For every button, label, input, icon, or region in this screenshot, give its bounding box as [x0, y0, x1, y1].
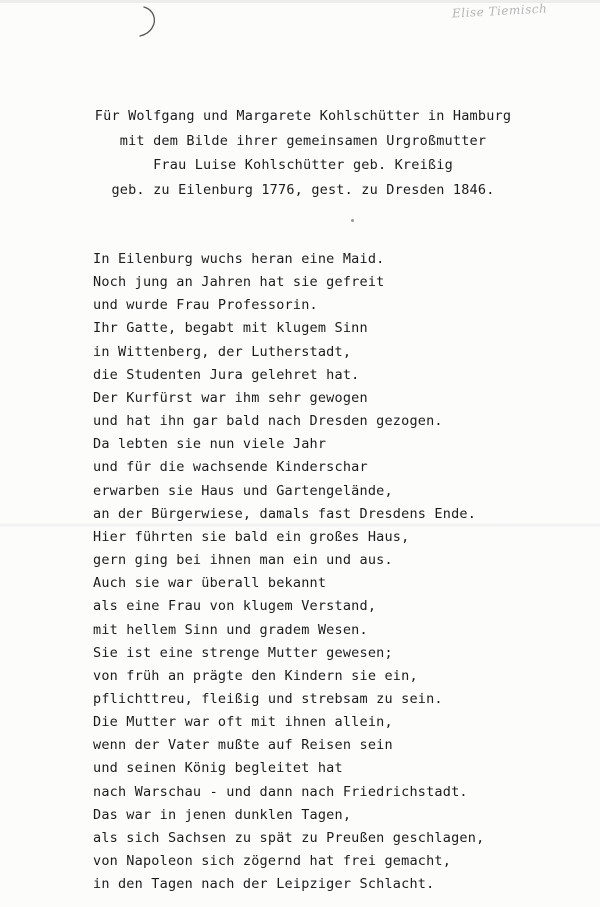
poem-line: gern ging bei ihnen man ein und aus. [93, 552, 393, 569]
poem-line: pflichttreu, fleißig und strebsam zu sein. [93, 690, 443, 707]
poem-line: Auch sie war überall bekannt [93, 575, 327, 592]
poem-line: Die Mutter war oft mit ihnen allein, [93, 714, 393, 731]
poem-line: Da lebten sie nun viele Jahr [93, 436, 327, 453]
poem-line: als eine Frau von klugem Verstand, [93, 598, 377, 615]
pencil-mark [138, 4, 160, 38]
poem-line: Sie ist eine strenge Mutter gewesen; [93, 644, 393, 661]
dedication-line: Für Wolfgang und Margarete Kohlschütter in Hamburg [94, 108, 512, 124]
poem-line: Ihr Gatte, begabt mit klugem Sinn [93, 320, 368, 337]
poem-line: und seinen König begleitet hat [93, 760, 343, 777]
dedication-header [0, 104, 600, 202]
poem-line: Hier führten sie bald ein großes Haus, [93, 528, 410, 545]
poem-line: In Eilenburg wuchs heran eine Maid. [93, 251, 385, 267]
poem-line: mit hellem Sinn und gradem Wesen. [93, 621, 368, 638]
poem-line: erwarben sie Haus und Gartengelände, [93, 482, 393, 499]
poem-line: von Napoleon sich zögernd hat frei gemacht, [93, 853, 452, 870]
poem-line: an der Bürgerwiese, damals fast Dresdens Ende. [93, 505, 477, 522]
poem-line: in den Tagen nach der Leipziger Schlacht. [93, 876, 435, 893]
poem-line: in Wittenberg, der Lutherstadt, [93, 343, 352, 360]
poem-line: als sich Sachsen zu spät zu Preußen geschlagen, [93, 829, 485, 846]
poem-line: und hat ihn gar bald nach Dresden gezogen. [93, 413, 443, 430]
poem-line: die Studenten Jura gelehret hat. [93, 366, 360, 383]
poem-line: Das war in jenen dunklen Tagen, [93, 806, 352, 823]
poem-line: und für die wachsende Kinderschar [93, 459, 368, 476]
poem-line: Noch jung an Jahren hat sie gefreit [93, 274, 385, 291]
poem-line: von früh an prägte den Kindern sie ein, [93, 667, 418, 684]
poem-line: nach Warschau - und dann nach Friedrichstadt. [93, 783, 468, 800]
poem-line: und wurde Frau Professorin. [93, 297, 318, 314]
dedication-line: mit dem Bilde ihrer gemeinsamen Urgroßmutter [119, 132, 487, 149]
poem-line: wenn der Vater mußte auf Reisen sein [93, 737, 393, 754]
handwritten-margin-note: Elise Tiemisch [451, 1, 548, 21]
poem-line: Der Kurfürst war ihm sehr gewogen [93, 389, 368, 406]
poem-body [93, 248, 593, 896]
ink-speck [351, 219, 354, 222]
dedication-line: geb. zu Eilenburg 1776, gest. zu Dresden 1846. [111, 181, 495, 198]
dedication-line: Frau Luise Kohlschütter geb. Kreißig [153, 157, 453, 173]
